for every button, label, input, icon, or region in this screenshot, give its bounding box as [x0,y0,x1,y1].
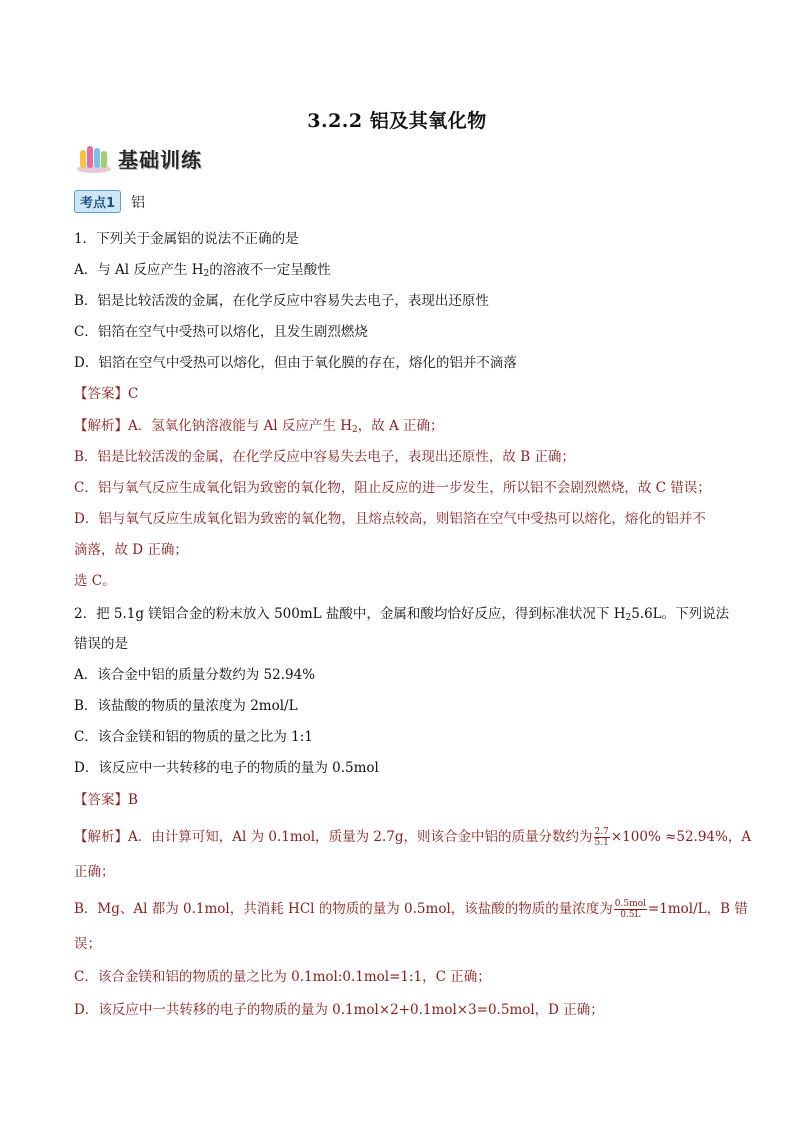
q2-stem-cont: 错误的是 [74,636,128,652]
q2-stem: 2．把 5.1g 镁铝合金的粉末放入 500mL 盐酸中，金属和酸均恰好反应，得到标准状况下 $H_25.6L$。下列说法 [74,606,730,623]
colored-pencils-icon [74,142,114,174]
page-title: 3.2.2 铝及其氧化物 [307,110,487,132]
q2-explanation-b: B．Mg、Al 都为 0.1mol，共消耗 HCl 的物质的量为 0.5mol，该盐酸的物质的量浓度为 $\frac{\text{0.5mol}}{0.5L}$ =1mol/L，B 错 [74,899,748,920]
fraction: $\frac{2.7}{5.1}$ [594,827,609,848]
q1-explanation-b: B．铝是比较活泼的金属，在化学反应中容易失去电子，表现出还原性，故 B 正确； [74,449,575,465]
topic-name: 铝 [131,194,146,211]
q2-explanation-d: D．该反应中一共转移的电子的物质的量为 0.1mol×2+0.1mol×3=0.5mol，D 正确； [74,1002,604,1018]
q2-option-b: B．该盐酸的物质的量浓度为 2mol/L [74,698,298,714]
section-header [74,142,202,174]
q2-option-a: A．该合金中铝的质量分数约为 52.94% [74,667,316,683]
q1-explanation-d: D．铝与氧气反应生成氧化铝为致密的氧化物，且熔点较高，则铝箔在空气中受热可以熔化，熔化的铝并不 [74,511,706,527]
q2-explanation-b-cont: 误； [74,936,101,952]
q1-explanation-a: 【解析】A．氢氧化钠溶液能与 Al 反应产生 $H_2$，故 A 正确； [74,418,444,435]
fraction: $\frac{\text{0.5mol}}{0.5L}$ [614,899,646,920]
q1-option-c: C．铝箔在空气中受热可以熔化，且发生剧烈燃烧 [74,324,368,340]
section-label: 基础训练 [118,147,202,172]
q2-option-d: D．该反应中一共转移的电子的物质的量为 0.5mol [74,760,379,776]
topic-badge: 考点1 [74,190,121,213]
q1-choice: 选 C。 [74,573,116,589]
q2-option-c: C．该合金镁和铝的物质的量之比为 1:1 [74,729,313,745]
q1-option-a: A．与 Al 反应产生 $H_2$的溶液不一定呈酸性 [74,262,331,279]
q2-explanation-a-cont: 正确； [74,864,115,880]
q2-explanation-a: 【解析】A．由计算可知，Al 为 0.1mol，质量为 2.7g，则该合金中铝的质量分数约为 $\frac{2.7}{5.1}$ ×100% ≈52.94%，A [74,827,752,848]
q1-explanation-c: C．铝与氧气反应生成氧化铝为致密的氧化物，阻止反应的进一步发生，所以铝不会剧烈燃烧，故 C 错误； [74,480,711,496]
q1-option-b: B．铝是比较活泼的金属，在化学反应中容易失去电子，表现出还原性 [74,293,489,309]
q1-stem: 1．下列关于金属铝的说法不正确的是 [74,231,299,247]
q1-option-d: D．铝箔在空气中受热可以熔化，但由于氧化膜的存在，熔化的铝并不滴落 [74,355,517,371]
q2-answer: 【答案】B [74,792,138,808]
q2-explanation-c: C．该合金镁和铝的物质的量之比为 0.1mol:0.1mol=1:1，C 正确； [74,969,491,985]
topic-header [74,190,145,213]
q1-explanation-d-cont: 滴落，故 D 正确； [74,542,188,558]
q1-answer: 【答案】C [74,386,139,402]
